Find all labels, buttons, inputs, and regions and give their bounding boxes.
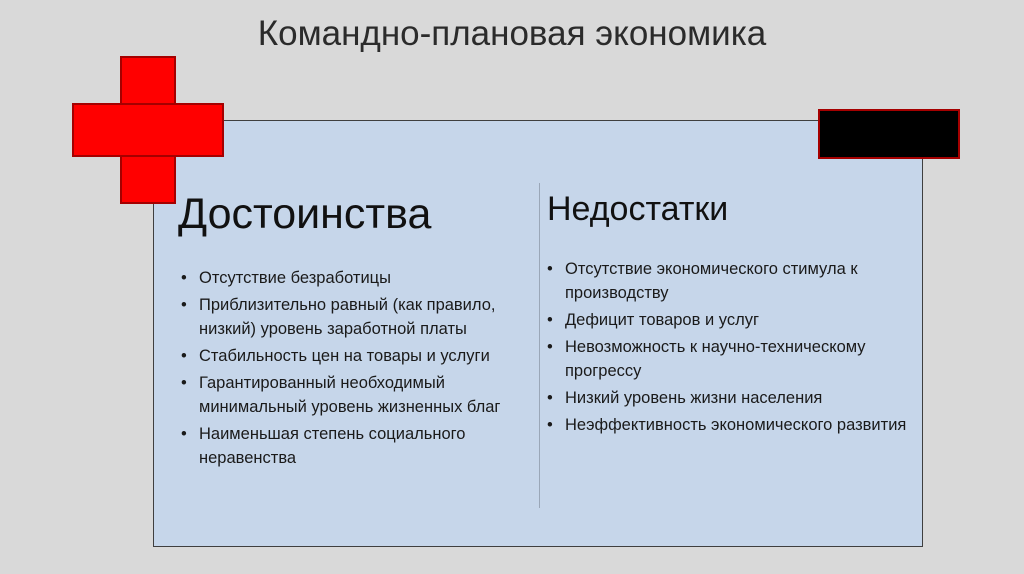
bullet-icon: •: [547, 416, 553, 434]
advantages-heading: Достоинства: [178, 190, 432, 238]
black-block-shape: [818, 109, 960, 159]
list-item: [547, 413, 912, 437]
list-item-text: Наименьшая степень социального неравенства: [199, 425, 466, 467]
list-item-text: Невозможность к научно-техническому прогрессу: [565, 338, 866, 380]
list-item: [181, 344, 526, 368]
bullet-icon: •: [181, 425, 187, 443]
list-item: [181, 371, 526, 419]
list-item: [547, 257, 912, 305]
bullet-icon: •: [181, 296, 187, 314]
bullet-icon: •: [547, 311, 553, 329]
list-item-text: Отсутствие экономического стимула к производству: [565, 260, 858, 302]
list-item: [547, 386, 912, 410]
list-item-text: Отсутствие безработицы: [199, 269, 391, 287]
list-item: [181, 422, 526, 470]
list-item: [181, 266, 526, 290]
list-item-text: Приблизительно равный (как правило, низкий) уровень заработной платы: [199, 296, 496, 338]
bullet-icon: •: [181, 269, 187, 287]
list-item-text: Неэффективность экономического развития: [565, 416, 907, 434]
slide-title: Командно-плановая экономика: [257, 14, 767, 53]
column-divider: [539, 183, 540, 508]
list-item-text: Гарантированный необходимый минимальный уровень жизненных благ: [199, 374, 501, 416]
bullet-icon: •: [181, 347, 187, 365]
list-item: [181, 293, 526, 341]
list-item-text: Стабильность цен на товары и услуги: [199, 347, 490, 365]
advantages-list: [181, 266, 526, 473]
disadvantages-list: [547, 257, 912, 440]
list-item-text: Низкий уровень жизни населения: [565, 389, 823, 407]
bullet-icon: •: [547, 338, 553, 356]
bullet-icon: •: [181, 374, 187, 392]
list-item: [547, 335, 912, 383]
bullet-icon: •: [547, 389, 553, 407]
disadvantages-heading: Недостатки: [547, 190, 729, 228]
bullet-icon: •: [547, 260, 553, 278]
list-item-text: Дефицит товаров и услуг: [565, 311, 759, 329]
list-item: [547, 308, 912, 332]
